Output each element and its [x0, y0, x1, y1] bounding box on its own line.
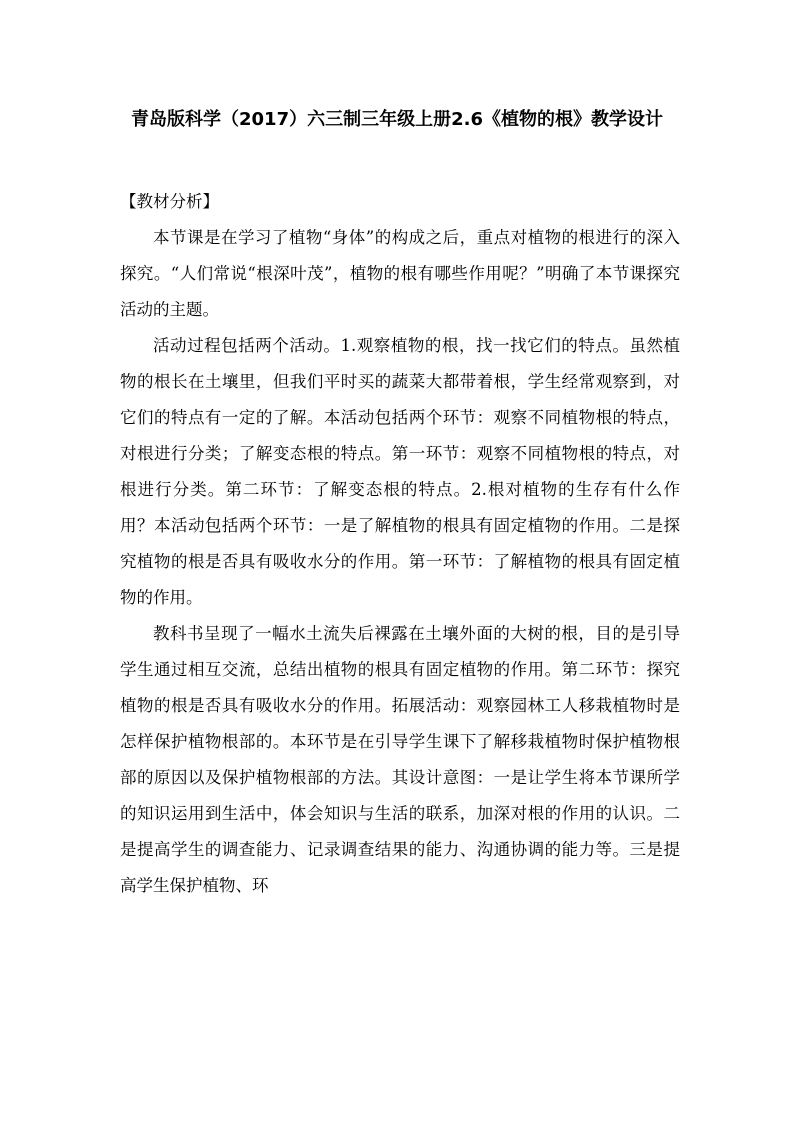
- body-paragraph-1: 本节课是在学习了植物“身体”的构成之后，重点对植物的根进行的深入探究。“人们常说“根深叶茂”，植物的根有哪些作用呢？”明确了本节课探究活动的主题。: [120, 228, 680, 319]
- body-paragraph-2: 活动过程包括两个活动。1.观察植物的根，找一找它们的特点。虽然植物的根长在土壤里，但我们平时买的蔬菜大都带着根，学生经常观察到，对它们的特点有一定的了解。本活动包括两个环节：观察不同植物根的特点，对根进行分类；了解变态根的特点。第一环节：观察不同植物根的特点，对根进行分类。第二环节：了解变态根的特点。2.根对植物的生存有什么作用？本活动包括两个环节：一是了解植物的根具有固定植物的作用。二是探究植物的根是否具有吸收水分的作用。第一环节：了解植物的根具有固定植物的作用。: [120, 336, 680, 607]
- document-body: [120, 184, 680, 904]
- document-title: 青岛版科学（2017）六三制三年级上册2.6《植物的根》教学设计: [131, 109, 663, 130]
- section-heading: 【教材分析】: [120, 192, 219, 211]
- body-paragraph-3: 教科书呈现了一幅水土流失后裸露在土壤外面的大树的根，目的是引导学生通过相互交流，总结出植物的根具有固定植物的作用。第二环节：探究植物的根是否具有吸收水分的作用。拓展活动：观察园林工人移栽植物时是怎样保护植物根部的。本环节是在引导学生课下了解移栽植物时保护植物根部的原因以及保护植物根部的方法。其设计意图：一是让学生将本节课所学的知识运用到生活中，体会知识与生活的联系，加深对根的作用的认识。二是提高学生的调查能力、记录调查结果的能力、沟通协调的能力等。三是提高学生保护植物、环: [120, 624, 680, 895]
